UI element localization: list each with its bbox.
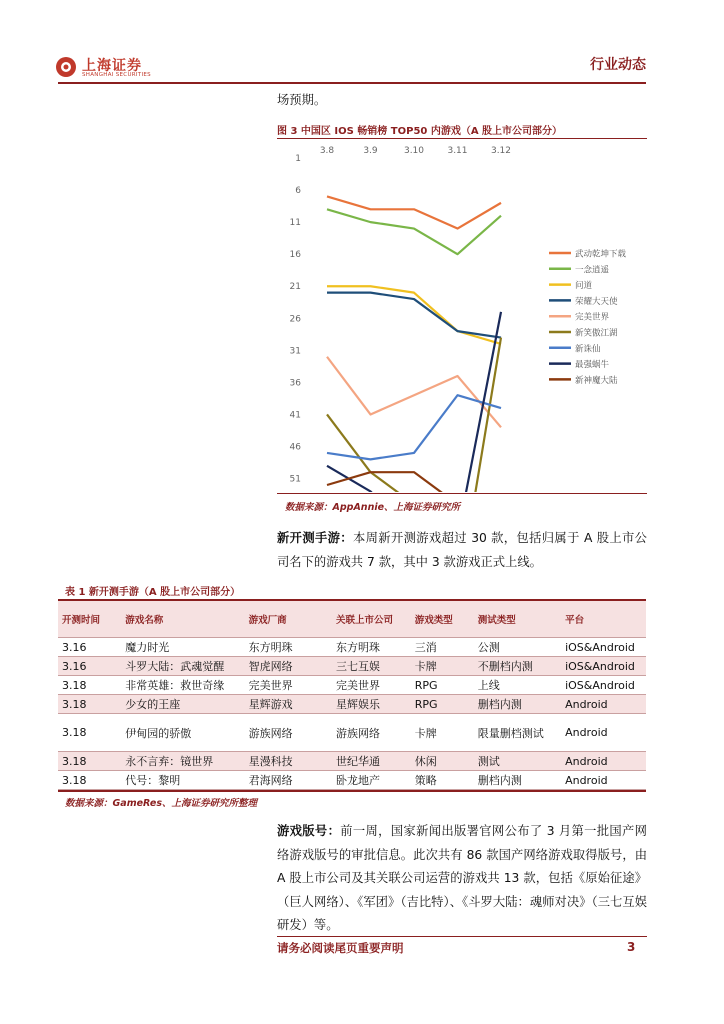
table-cell: 东方明珠 [245,638,332,657]
x-tick-label: 3.9 [363,146,378,156]
table-header-cell: 关联上市公司 [332,601,411,638]
table-cell: iOS&Android [561,676,646,695]
legend-label: 新笑傲江湖 [575,328,618,339]
series-line [327,338,501,492]
table-cell: 删档内测 [474,771,561,790]
table-cell: 星辉游戏 [245,695,332,714]
table-cell: iOS&Android [561,638,646,657]
table-cell: 卡牌 [411,657,474,676]
table-cell: 三消 [411,638,474,657]
table-cell: RPG [411,676,474,695]
table-cell: 上线 [474,676,561,695]
y-tick-label: 26 [289,314,301,325]
table-cell: 君海网络 [245,771,332,790]
line-chart [277,140,647,492]
table-header-row [58,601,646,638]
section-title: 行业动态 [590,57,646,73]
table-header-cell: 游戏厂商 [245,601,332,638]
x-tick-label: 3.11 [447,146,468,156]
table-cell: 策略 [411,771,474,790]
new-games-table [58,601,646,790]
table-row [58,676,646,695]
paragraph-lead: 新开测手游： [277,531,353,545]
legend-label: 一念逍遥 [575,265,610,276]
series-line [327,312,501,492]
table-cell: 删档内测 [474,695,561,714]
table-cell: 卧龙地产 [332,771,411,790]
series-line [327,293,501,338]
legend-label: 武动乾坤下载 [575,249,627,260]
y-tick-label: 46 [289,442,301,453]
y-tick-label: 41 [289,410,301,421]
paragraph-new-tests [277,527,647,574]
table-cell: 代号：黎明 [121,771,244,790]
table-cell: 斗罗大陆：武魂觉醒 [121,657,244,676]
table-cell: 不删档内测 [474,657,561,676]
y-tick-label: 6 [295,186,301,197]
series-line [327,357,501,428]
table-cell: 星漫科技 [245,752,332,771]
header-divider [58,82,646,84]
series-line [327,209,501,254]
figure-top-rule [277,138,647,139]
page-number: 3 [627,940,636,954]
table-cell: 世纪华通 [332,752,411,771]
table-cell: 完美世界 [332,676,411,695]
intro-line: 场预期。 [277,93,327,107]
footer-rule [277,936,647,937]
table-cell: Android [561,695,646,714]
table-row [58,695,646,714]
x-tick-label: 3.8 [319,146,335,156]
table-cell: 智虎网络 [245,657,332,676]
legend-label: 问道 [575,281,593,292]
table-row [58,638,646,657]
legend-label: 新诛仙 [575,344,601,355]
table-header-cell: 游戏类型 [411,601,474,638]
table-cell: 3.16 [58,638,121,657]
y-tick-label: 36 [289,378,301,389]
table-cell: Android [561,771,646,790]
paragraph-text: 前一周，国家新闻出版署官网公布了 3 月第一批国产网络游戏版号的审批信息。此次共有 86 款国产网络游戏取得版号，由 A 股上市公司及其关联公司运营的游戏共 13 款，包括《原始征途》（巨人网络）、《军团》（吉比特）、《斗罗大陆：魂师对决》（三七互娱研发）等。 [277,824,647,932]
legend-label: 完美世界 [575,312,610,323]
y-tick-label: 31 [289,346,301,357]
table-cell: 东方明珠 [332,638,411,657]
table-source: 数据来源：GameRes、上海证券研究所整理 [65,798,257,809]
table-header-cell: 测试类型 [474,601,561,638]
y-tick-label: 21 [289,282,301,293]
company-logo-icon [55,56,77,78]
table-cell: 3.18 [58,714,121,752]
table-header-cell: 平台 [561,601,646,638]
table-bottom-rule [58,790,646,792]
table-header-cell: 开测时间 [58,601,121,638]
legend-label: 最强蜗牛 [575,360,610,371]
table-cell: 卡牌 [411,714,474,752]
table-title: 表 1 新开测手游（A 股上市公司部分） [65,587,241,598]
table-cell: 休闲 [411,752,474,771]
y-tick-label: 16 [289,250,301,261]
footer-disclaimer: 请务必阅读尾页重要声明 [277,941,404,955]
table-cell: 非常英雄：救世奇缘 [121,676,244,695]
table-cell: 完美世界 [245,676,332,695]
series-line [327,196,501,228]
x-tick-label: 3.10 [403,146,425,156]
table-cell: 测试 [474,752,561,771]
y-tick-label: 1 [295,154,301,164]
table-cell: 3.18 [58,676,121,695]
table-cell: 星辉娱乐 [332,695,411,714]
table-cell: 3.18 [58,695,121,714]
table-header-cell: 游戏名称 [121,601,244,638]
table-cell: 永不言弃：镜世界 [121,752,244,771]
table-cell: 3.18 [58,771,121,790]
figure-bottom-rule [277,493,647,494]
figure-title: 图 3 中国区 IOS 畅销榜 TOP50 内游戏（A 股上市公司部分） [277,126,563,137]
table-cell: 3.16 [58,657,121,676]
table-cell: Android [561,752,646,771]
table-cell: 伊甸园的骄傲 [121,714,244,752]
table-row [58,714,646,752]
x-tick-label: 3.12 [490,146,512,156]
legend-label: 新神魔大陆 [575,375,618,386]
table-cell: 公测 [474,638,561,657]
paragraph-lead: 游戏版号： [277,824,341,838]
table-cell: 魔力时光 [121,638,244,657]
series-line [327,286,501,344]
company-name: 上海证券 [82,58,142,74]
table-cell: 游族网络 [245,714,332,752]
table-cell: 三七互娱 [332,657,411,676]
table-cell: 少女的王座 [121,695,244,714]
company-name-en: SHANGHAI SECURITIES [82,72,151,78]
table-cell: Android [561,714,646,752]
y-tick-label: 51 [289,474,301,485]
table-row [58,771,646,790]
table-cell: 限量删档测试 [474,714,561,752]
y-tick-label: 11 [289,218,301,229]
table-cell: 3.18 [58,752,121,771]
paragraph-licenses [277,820,647,938]
table-row [58,752,646,771]
paragraph-text: 本周新开测游戏超过 30 款，包括归属于 A 股上市公司名下的游戏共 7 款，其中 3 款游戏正式上线。 [277,531,647,569]
legend-label: 荣耀大天使 [575,296,618,307]
figure-source: 数据来源：AppAnnie、上海证券研究所 [285,502,461,513]
table-row [58,657,646,676]
table-cell: 游族网络 [332,714,411,752]
table-cell: iOS&Android [561,657,646,676]
table-cell: RPG [411,695,474,714]
